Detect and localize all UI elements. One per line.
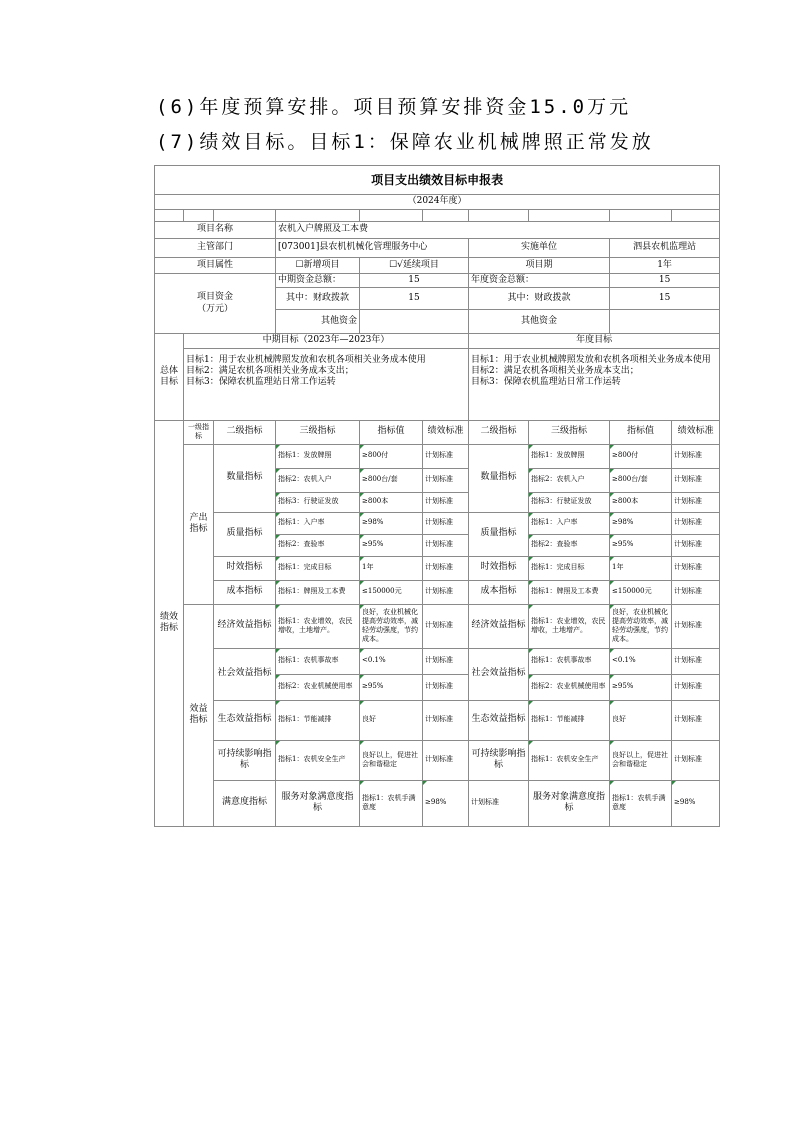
- e1-value-right: 良好，农业机械化提高劳动效率，减轻劳动强度，节约成本。: [610, 604, 672, 648]
- q2-value-left: ≥800台/套: [360, 468, 423, 492]
- service-indicator-right: 服务对象满意度指标: [529, 780, 610, 826]
- sustain-indicator-right: 可持续影响指标: [469, 740, 529, 780]
- heading-budget: (6)年度预算安排。项目预算安排资金15.0万元: [156, 96, 632, 118]
- s1-name-right: 指标1：农机事故率: [529, 648, 610, 674]
- col-level3-left: 三级指标: [276, 420, 360, 444]
- ql2-std-right: 计划标准: [672, 534, 720, 556]
- attr-new-checkbox[interactable]: ☐新增项目: [276, 258, 360, 274]
- overall-goal-label: 总体目标: [155, 334, 184, 420]
- quality-indicator-right: 质量指标: [469, 512, 529, 556]
- s2-value-right: ≥95%: [610, 674, 672, 700]
- sv1-std-left: 计划标准: [469, 780, 529, 826]
- col-level3-right: 三级指标: [529, 420, 610, 444]
- social-indicator-left: 社会效益指标: [214, 648, 276, 700]
- c1-value-right: ≤150000元: [610, 580, 672, 604]
- e1-name-right: 指标1：农业增效，农民增收，土地增产。: [529, 604, 610, 648]
- sv1-value-left: ≥98%: [423, 780, 469, 826]
- s2-name-left: 指标2：农业机械使用率: [276, 674, 360, 700]
- col-level2-left: 二级指标: [214, 420, 276, 444]
- ql2-value-left: ≥95%: [360, 534, 423, 556]
- q3-name-right: 指标3：行驶证发放: [529, 492, 610, 512]
- sustain-indicator-left: 可持续影响指标: [214, 740, 276, 780]
- dept-label: 主管部门: [155, 239, 276, 258]
- eco1-std-right: 计划标准: [672, 700, 720, 740]
- eco1-value-left: 良好: [360, 700, 423, 740]
- performance-goal-form: [154, 165, 720, 827]
- t1-name-left: 指标1：完成目标: [276, 556, 360, 580]
- c1-name-left: 指标1：牌照及工本费: [276, 580, 360, 604]
- e1-name-left: 指标1：农业增效，农民增收，土地增产。: [276, 604, 360, 648]
- q3-value-left: ≥800本: [360, 492, 423, 512]
- t1-name-right: 指标1：完成目标: [529, 556, 610, 580]
- c1-name-right: 指标1：牌照及工本费: [529, 580, 610, 604]
- col-level2-right: 二级指标: [469, 420, 529, 444]
- mid-total-label: 中期资金总额：: [276, 274, 360, 288]
- service-indicator-left: 服务对象满意度指标: [276, 780, 360, 826]
- col-level1: 一级指标: [184, 420, 214, 444]
- year-total-value: 15: [610, 274, 720, 288]
- q3-value-right: ≥800本: [610, 492, 672, 512]
- s1-std-left: 计划标准: [423, 648, 469, 674]
- form-title: 项目支出绩效目标申报表: [155, 166, 720, 195]
- t1-value-left: 1年: [360, 556, 423, 580]
- s2-std-right: 计划标准: [672, 674, 720, 700]
- impl-unit-value: 泗县农机监理站: [610, 239, 720, 258]
- q2-name-left: 指标2：农机入户: [276, 468, 360, 492]
- ql1-value-left: ≥98%: [360, 512, 423, 534]
- year-goal-header: 年度目标: [469, 334, 720, 348]
- impl-unit-label: 实施单位: [469, 239, 610, 258]
- quality-indicator-left: 质量指标: [214, 512, 276, 556]
- t1-std-right: 计划标准: [672, 556, 720, 580]
- s2-value-left: ≥95%: [360, 674, 423, 700]
- other-funds-label-right: 其他资金: [469, 310, 610, 334]
- social-indicator-right: 社会效益指标: [469, 648, 529, 700]
- fiscal-value-left: 15: [360, 288, 469, 310]
- fiscal-value-right: 15: [610, 288, 720, 310]
- su1-std-left: 计划标准: [423, 740, 469, 780]
- q2-std-left: 计划标准: [423, 468, 469, 492]
- project-name-label: 项目名称: [155, 222, 276, 239]
- project-name-value: 农机入户牌照及工本费: [276, 222, 720, 239]
- su1-name-right: 指标1：农机安全生产: [529, 740, 610, 780]
- ql1-std-left: 计划标准: [423, 512, 469, 534]
- q1-std-left: 计划标准: [423, 444, 469, 468]
- sv1-name-right: 指标1：农机手满意度: [610, 780, 672, 826]
- e1-std-left: 计划标准: [423, 604, 469, 648]
- ql2-value-right: ≥95%: [610, 534, 672, 556]
- q3-std-left: 计划标准: [423, 492, 469, 512]
- fiscal-label-right: 其中：财政拨款: [469, 288, 610, 310]
- s2-std-left: 计划标准: [423, 674, 469, 700]
- c1-std-right: 计划标准: [672, 580, 720, 604]
- q2-std-right: 计划标准: [672, 468, 720, 492]
- ecological-indicator-left: 生态效益指标: [214, 700, 276, 740]
- ecological-indicator-right: 生态效益指标: [469, 700, 529, 740]
- s1-value-left: <0.1%: [360, 648, 423, 674]
- fiscal-label-left: 其中：财政拨款: [276, 288, 360, 310]
- ql2-name-left: 指标2：查验率: [276, 534, 360, 556]
- ql1-value-right: ≥98%: [610, 512, 672, 534]
- period-label: 项目期: [469, 258, 610, 274]
- q1-value-left: ≥800付: [360, 444, 423, 468]
- dept-value: [073001]县农机机械化管理服务中心: [276, 239, 469, 258]
- mid-goals-text: 目标1：用于农业机械牌照发放和农机各项相关业务成本使用 目标2：满足农机各项相关业务成本支出； 目标3：保障农机监理站日常工作运转: [184, 348, 469, 420]
- other-funds-label-left: 其他资金: [276, 310, 360, 334]
- col-standard-right: 绩效标准: [672, 420, 720, 444]
- other-funds-value-left: [360, 310, 469, 334]
- col-value-left: 指标值: [360, 420, 423, 444]
- t1-value-right: 1年: [610, 556, 672, 580]
- cost-indicator-left: 成本指标: [214, 580, 276, 604]
- quantity-indicator-left: 数量指标: [214, 444, 276, 512]
- ql2-std-left: 计划标准: [423, 534, 469, 556]
- attr-continued-checkbox[interactable]: ☐√延续项目: [360, 258, 469, 274]
- eco1-std-left: 计划标准: [423, 700, 469, 740]
- ql1-name-right: 指标1：入户率: [529, 512, 610, 534]
- sv1-value-right: ≥98%: [672, 780, 720, 826]
- eco1-value-right: 良好: [610, 700, 672, 740]
- su1-name-left: 指标1：农机安全生产: [276, 740, 360, 780]
- other-funds-value-right: [610, 310, 720, 334]
- benefit-indicator-label: 效益指标: [184, 604, 214, 826]
- mid-goal-header: 中期目标（2023年—2023年）: [184, 334, 469, 348]
- q1-std-right: 计划标准: [672, 444, 720, 468]
- cost-indicator-right: 成本指标: [469, 580, 529, 604]
- economic-indicator-right: 经济效益指标: [469, 604, 529, 648]
- s1-name-left: 指标1：农机事故率: [276, 648, 360, 674]
- q2-value-right: ≥800台/套: [610, 468, 672, 492]
- mid-total-value: 15: [360, 274, 469, 288]
- heading-performance-goal: (7)绩效目标。目标1：保障农业机械牌照正常发放: [156, 131, 654, 153]
- s2-name-right: 指标2：农业机械使用率: [529, 674, 610, 700]
- satisfaction-indicator-label: 满意度指标: [214, 780, 276, 826]
- s1-std-right: 计划标准: [672, 648, 720, 674]
- sv1-name-left: 指标1：农机手满意度: [360, 780, 423, 826]
- ql1-std-right: 计划标准: [672, 512, 720, 534]
- eco1-name-right: 指标1：节能减排: [529, 700, 610, 740]
- t1-std-left: 计划标准: [423, 556, 469, 580]
- year-goals-text: 目标1：用于农业机械牌照发放和农机各项相关业务成本使用 目标2：满足农机各项相关业务成本支出； 目标3：保障农机监理站日常工作运转: [469, 348, 720, 420]
- period-value: 1年: [610, 258, 720, 274]
- q1-value-right: ≥800付: [610, 444, 672, 468]
- su1-value-left: 良好以上，促进社会和谐稳定: [360, 740, 423, 780]
- ql2-name-right: 指标2：查验率: [529, 534, 610, 556]
- q1-name-left: 指标1：发放牌照: [276, 444, 360, 468]
- economic-indicator-left: 经济效益指标: [214, 604, 276, 648]
- q1-name-right: 指标1：发放牌照: [529, 444, 610, 468]
- q3-std-right: 计划标准: [672, 492, 720, 512]
- q3-name-left: 指标3：行驶证发放: [276, 492, 360, 512]
- timeliness-indicator-right: 时效指标: [469, 556, 529, 580]
- s1-value-right: <0.1%: [610, 648, 672, 674]
- su1-value-right: 良好以上，促进社会和谐稳定: [610, 740, 672, 780]
- su1-std-right: 计划标准: [672, 740, 720, 780]
- output-indicator-label: 产出指标: [184, 444, 214, 604]
- timeliness-indicator-left: 时效指标: [214, 556, 276, 580]
- perf-indicator-label: 绩效指标: [155, 420, 184, 826]
- e1-std-right: 计划标准: [672, 604, 720, 648]
- col-value-right: 指标值: [610, 420, 672, 444]
- q2-name-right: 指标2：农机入户: [529, 468, 610, 492]
- quantity-indicator-right: 数量指标: [469, 444, 529, 512]
- ql1-name-left: 指标1：入户率: [276, 512, 360, 534]
- col-standard-left: 绩效标准: [423, 420, 469, 444]
- eco1-name-left: 指标1：节能减排: [276, 700, 360, 740]
- c1-std-left: 计划标准: [423, 580, 469, 604]
- c1-value-left: ≤150000元: [360, 580, 423, 604]
- form-year: （2024年度）: [155, 195, 720, 210]
- e1-value-left: 良好，农业机械化提高劳动效率，减轻劳动强度，节约成本。: [360, 604, 423, 648]
- attr-label: 项目属性: [155, 258, 276, 274]
- funds-label: 项目资金 （万元）: [155, 274, 276, 334]
- year-total-label: 年度资金总额：: [469, 274, 610, 288]
